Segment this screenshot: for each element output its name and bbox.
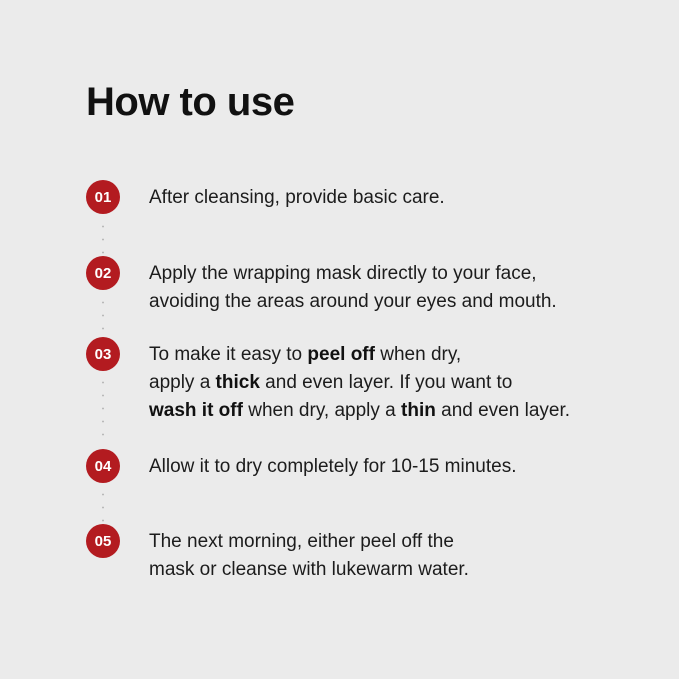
step-text-line	[149, 341, 570, 369]
text-segment: mask or cleanse with lukewarm water.	[149, 559, 469, 580]
step-text-line	[149, 369, 570, 397]
step-text	[149, 184, 445, 212]
text-segment: The next morning, either peel off the	[149, 531, 454, 552]
step-text-line	[149, 556, 469, 584]
step-text	[149, 453, 517, 481]
step-text-line	[149, 260, 557, 288]
step-text-line	[149, 453, 517, 481]
step-text	[149, 260, 557, 316]
text-segment: when dry,	[374, 344, 462, 365]
text-segment: avoiding the areas around your eyes and mouth.	[149, 291, 557, 312]
step-number-badge: 02	[86, 256, 120, 290]
text-segment: and even layer. If you want to	[259, 372, 513, 393]
text-segment: After cleansing, provide basic care.	[149, 187, 445, 208]
text-segment: To make it easy to	[149, 344, 308, 365]
step-text-line	[149, 528, 469, 556]
text-segment: when dry, apply a	[242, 400, 402, 421]
emphasis-text: wash it off	[149, 400, 243, 421]
step-01	[86, 184, 445, 214]
step-text-line	[149, 184, 445, 212]
step-number-badge: 05	[86, 524, 120, 558]
step-05	[86, 528, 469, 584]
connector-dots-4	[102, 488, 104, 524]
step-text-line	[149, 288, 557, 316]
connector-dots-1	[102, 220, 104, 260]
text-segment: apply a	[149, 372, 216, 393]
emphasis-text: peel off	[307, 344, 375, 365]
step-text	[149, 528, 469, 584]
text-segment: Allow it to dry completely for 10-15 minutes.	[149, 456, 517, 477]
step-text	[149, 341, 570, 425]
page-title: How to use	[86, 80, 295, 124]
step-text-line	[149, 397, 570, 425]
step-number-badge: 04	[86, 449, 120, 483]
step-03	[86, 341, 570, 425]
step-number-badge: 03	[86, 337, 120, 371]
step-number-badge: 01	[86, 180, 120, 214]
text-segment: and even layer.	[435, 400, 571, 421]
emphasis-text: thick	[215, 372, 260, 393]
step-04	[86, 453, 517, 483]
step-02	[86, 260, 557, 316]
text-segment: Apply the wrapping mask directly to your face,	[149, 263, 537, 284]
emphasis-text: thin	[401, 400, 436, 421]
